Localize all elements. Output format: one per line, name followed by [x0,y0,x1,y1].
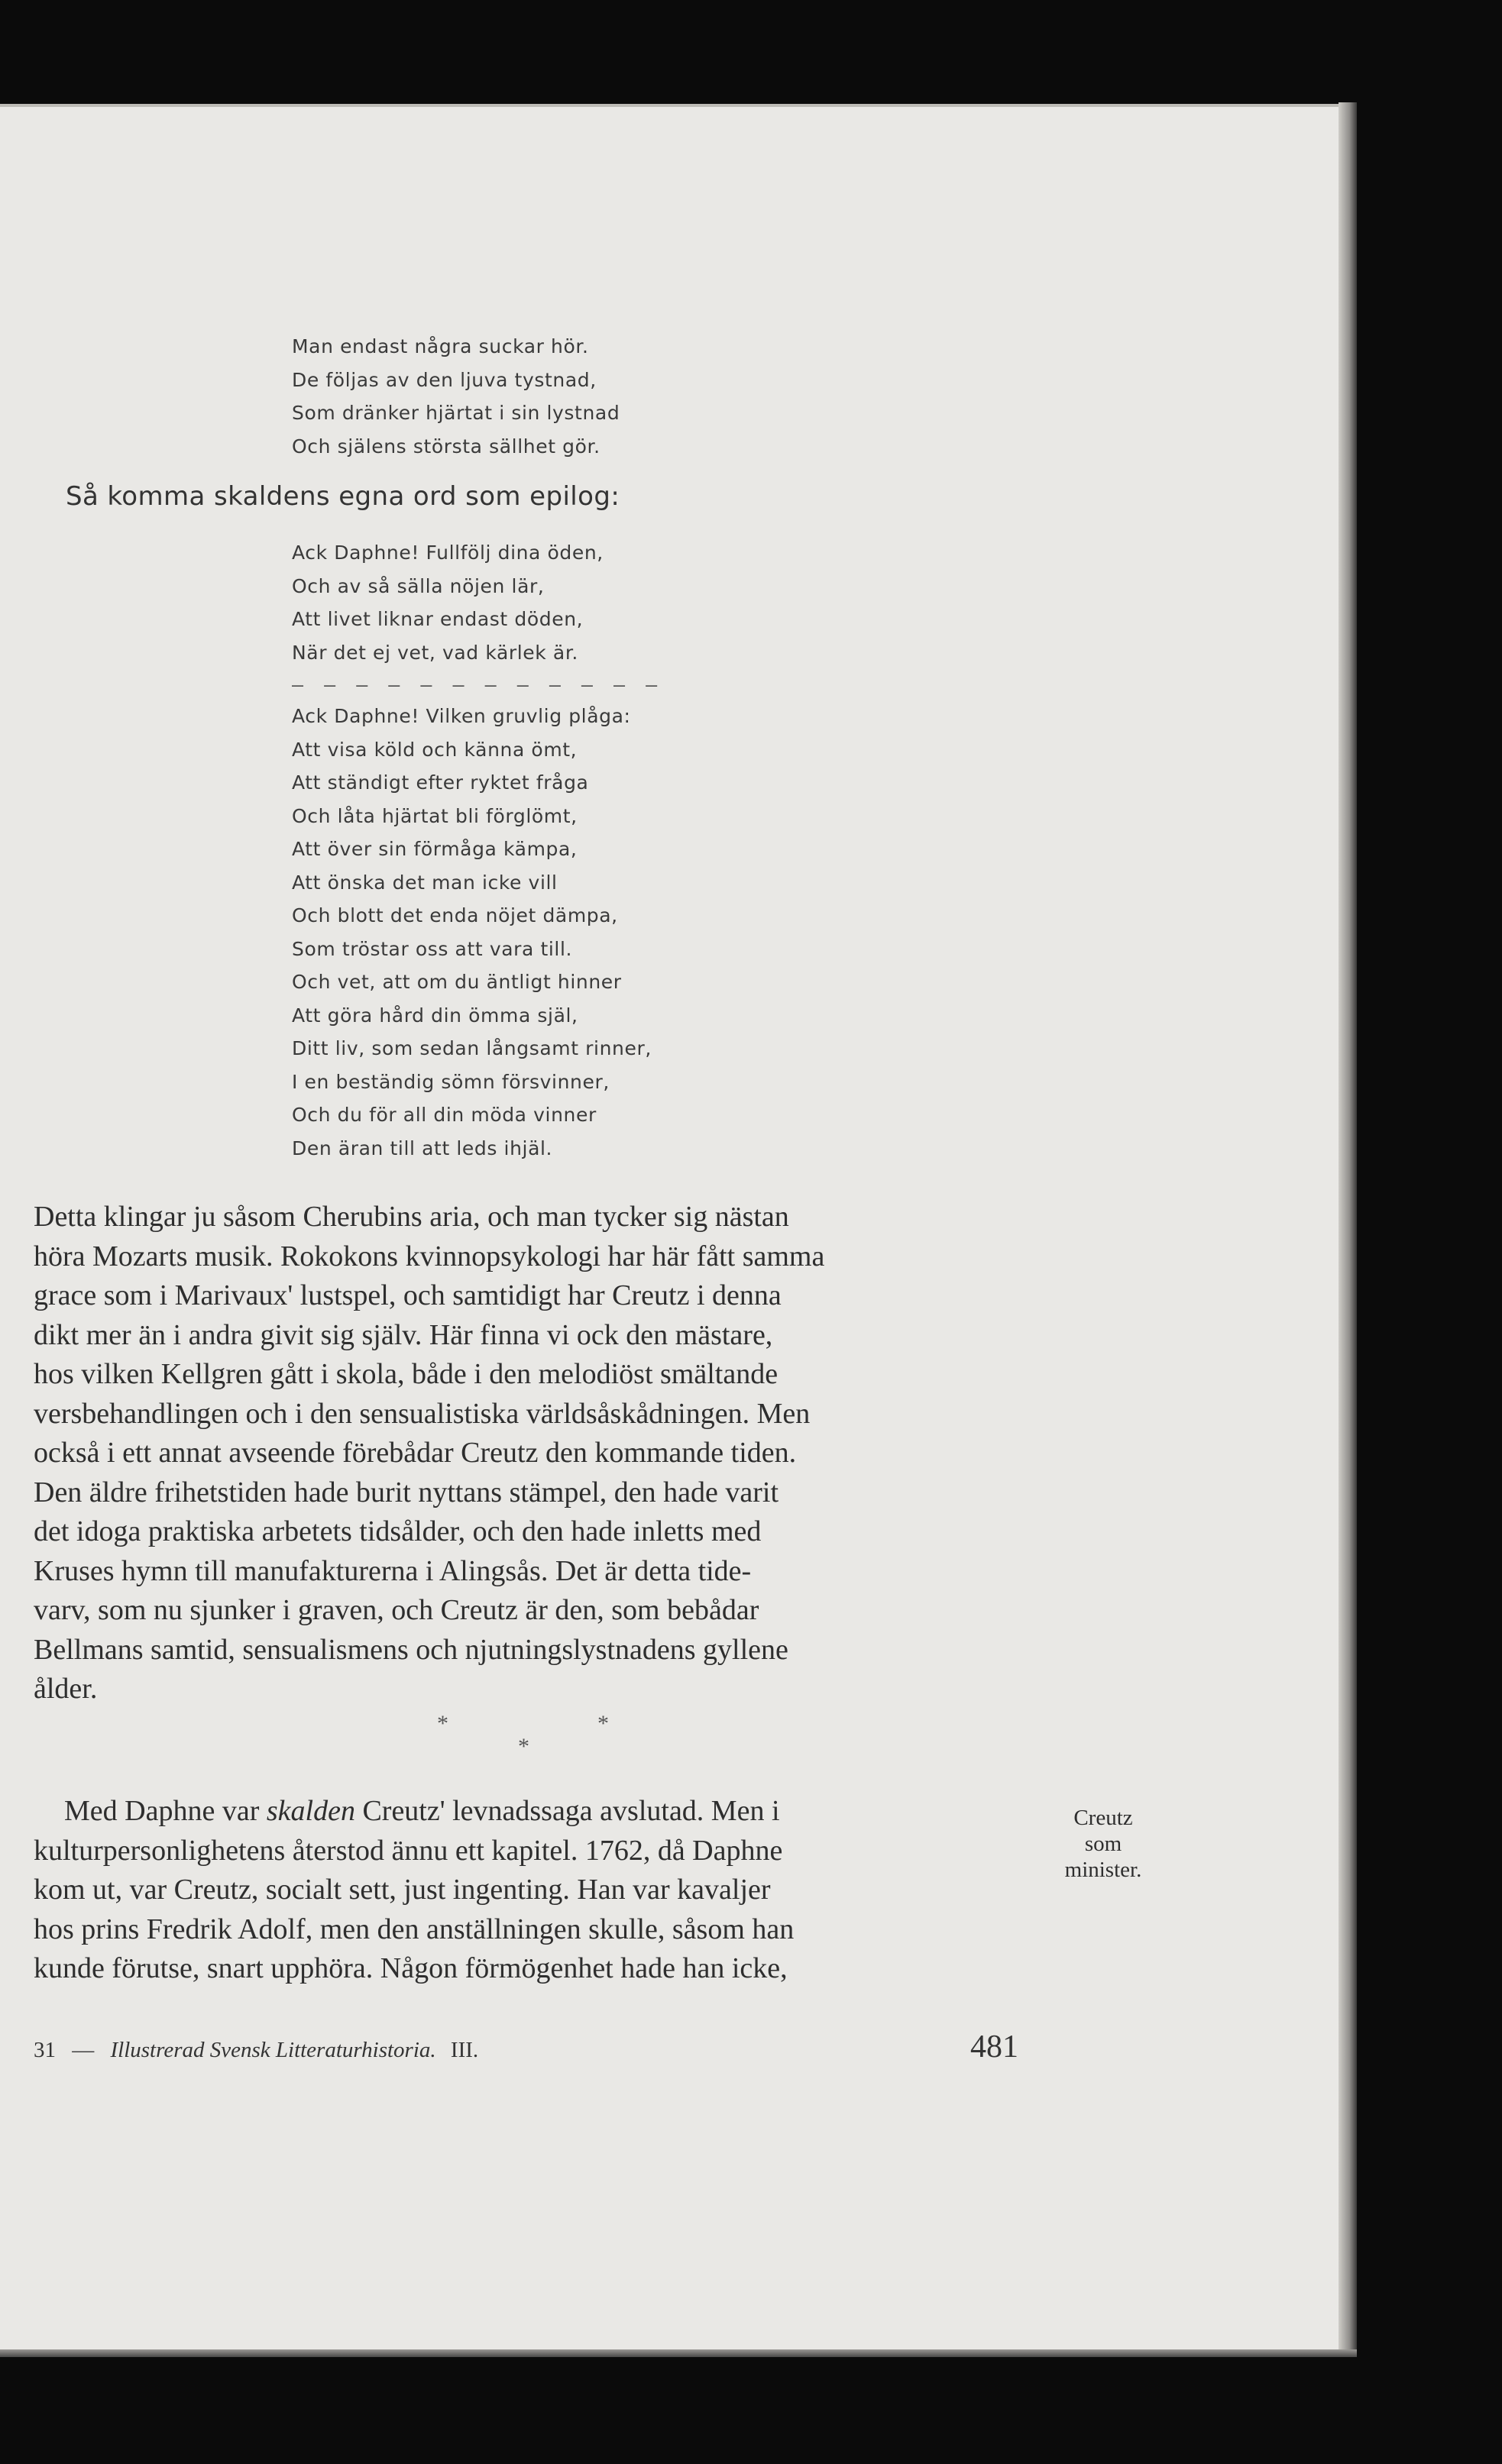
poem-line: Att önska det man icke vill [292,871,558,894]
poem-line: I en beständig sömn försvinner, [292,1070,610,1093]
margin-note-line: som [1084,1832,1122,1856]
text-line: Den äldre frihetstiden hade burit nyttans stämpel, den hade varit [34,1476,779,1508]
italic-run: skalden [266,1795,355,1827]
text-line: höra Mozarts musik. Rokokons kvinnopsykologi har här fått samma [34,1240,825,1272]
text-line: kulturpersonlighetens återstod ännu ett kapitel. 1762, då Daphne [34,1834,783,1867]
margin-note-line: Creutz [1073,1806,1133,1830]
signature-mark: 31 [34,2038,56,2062]
text-line: kunde förutse, snart upphöra. Någon förmögenhet hade han icke, [34,1952,788,1984]
footer-dash: — [72,2038,95,2062]
book-title: Illustrerad Svensk Litteraturhistoria. [110,2038,436,2062]
poem-line: Och av så sälla nöjen lär, [292,574,545,597]
footer-signature-line [34,2038,478,2063]
poem-line: Den äran till att leds ihjäl. [292,1137,553,1159]
text-line: det idoga praktiska arbetets tidsålder, och den hade inletts med [34,1515,762,1547]
poem-line: Och du för all din möda vinner [292,1104,597,1126]
poem-line: Och låta hjärtat bli förglömt, [292,804,578,827]
paragraph-1 [34,1198,1025,1709]
text-run: Creutz' levnadssaga avslutad. Men i [354,1795,780,1827]
poem-line: Och själens största sällhet gör. [292,435,600,458]
poem-line: Ack Daphne! Fullfölj dina öden, [292,542,604,564]
text-line: grace som i Marivaux' lustspel, och samtidigt har Creutz i denna [34,1279,782,1311]
text-line: dikt mer än i andra givit sig själv. Här finna vi ock den mästare, [34,1318,773,1351]
text-run: Med Daphne var [64,1795,267,1827]
epilog-intro: Så komma skaldens egna ord som epilog: [66,481,620,512]
stanza-separator: — — — — — — — — — — — — [292,674,662,696]
poem-line: Som dränker hjärtat i sin lystnad [292,402,620,424]
text-line: varv, som nu sjunker i graven, och Creutz är den, som bebådar [34,1594,759,1626]
poem-line: Att göra hård din ömma själ, [292,1004,578,1027]
poem-line: Ditt liv, som sedan långsamt rinner, [292,1037,652,1059]
margin-note [1057,1805,1149,1883]
page-number: 481 [970,2029,1018,2065]
poem-stanza-3 [292,700,827,1165]
volume-number: III. [450,2038,479,2062]
poem-line: När det ej vet, vad kärlek är. [292,641,578,664]
poem-stanza-1 [292,330,827,463]
poem-line: Man endast några suckar hör. [292,335,589,357]
margin-note-line: minister. [1064,1858,1142,1882]
poem-line: De följas av den ljuva tystnad, [292,368,597,391]
poem-line: Att ständigt efter ryktet fråga [292,771,589,794]
text-line: versbehandlingen och i den sensualistiska världsåskådningen. Men [34,1397,811,1430]
text-line [34,1792,1025,1832]
poem-line: Och vet, att om du äntligt hinner [292,971,622,993]
paragraph-2 [34,1792,1025,1989]
poem-line: Att livet liknar endast döden, [292,608,584,630]
text-line: hos prins Fredrik Adolf, men den anställningen skulle, såsom han [34,1913,795,1945]
text-line: Bellmans samtid, sensualismens och njutningslystnadens gyllene [34,1633,788,1666]
poem-line: Och blott det enda nöjet dämpa, [292,904,618,926]
poem-line: Att över sin förmåga kämpa, [292,838,578,860]
poem-line: Ack Daphne! Vilken gruvlig plåga: [292,705,631,727]
asterism-right: * [597,1711,609,1736]
asterism-left: * [437,1711,448,1736]
poem-line: Att visa köld och känna ömt, [292,738,578,761]
text-line: ålder. [34,1673,98,1705]
poem-line: Som tröstar oss att vara till. [292,937,573,960]
text-line: också i ett annat avseende förebådar Creutz den kommande tiden. [34,1437,797,1469]
poem-stanza-2 [292,536,827,669]
asterism-center: * [518,1734,529,1759]
text-line: hos vilken Kellgren gått i skola, både i den melodiöst smältande [34,1358,779,1390]
text-line: kom ut, var Creutz, socialt sett, just ingenting. Han var kavaljer [34,1874,771,1906]
text-line: Kruses hymn till manufakturerna i Alingsås. Det är detta tide- [34,1554,752,1587]
text-line: Detta klingar ju såsom Cherubins aria, och man tycker sig nästan [34,1201,789,1233]
